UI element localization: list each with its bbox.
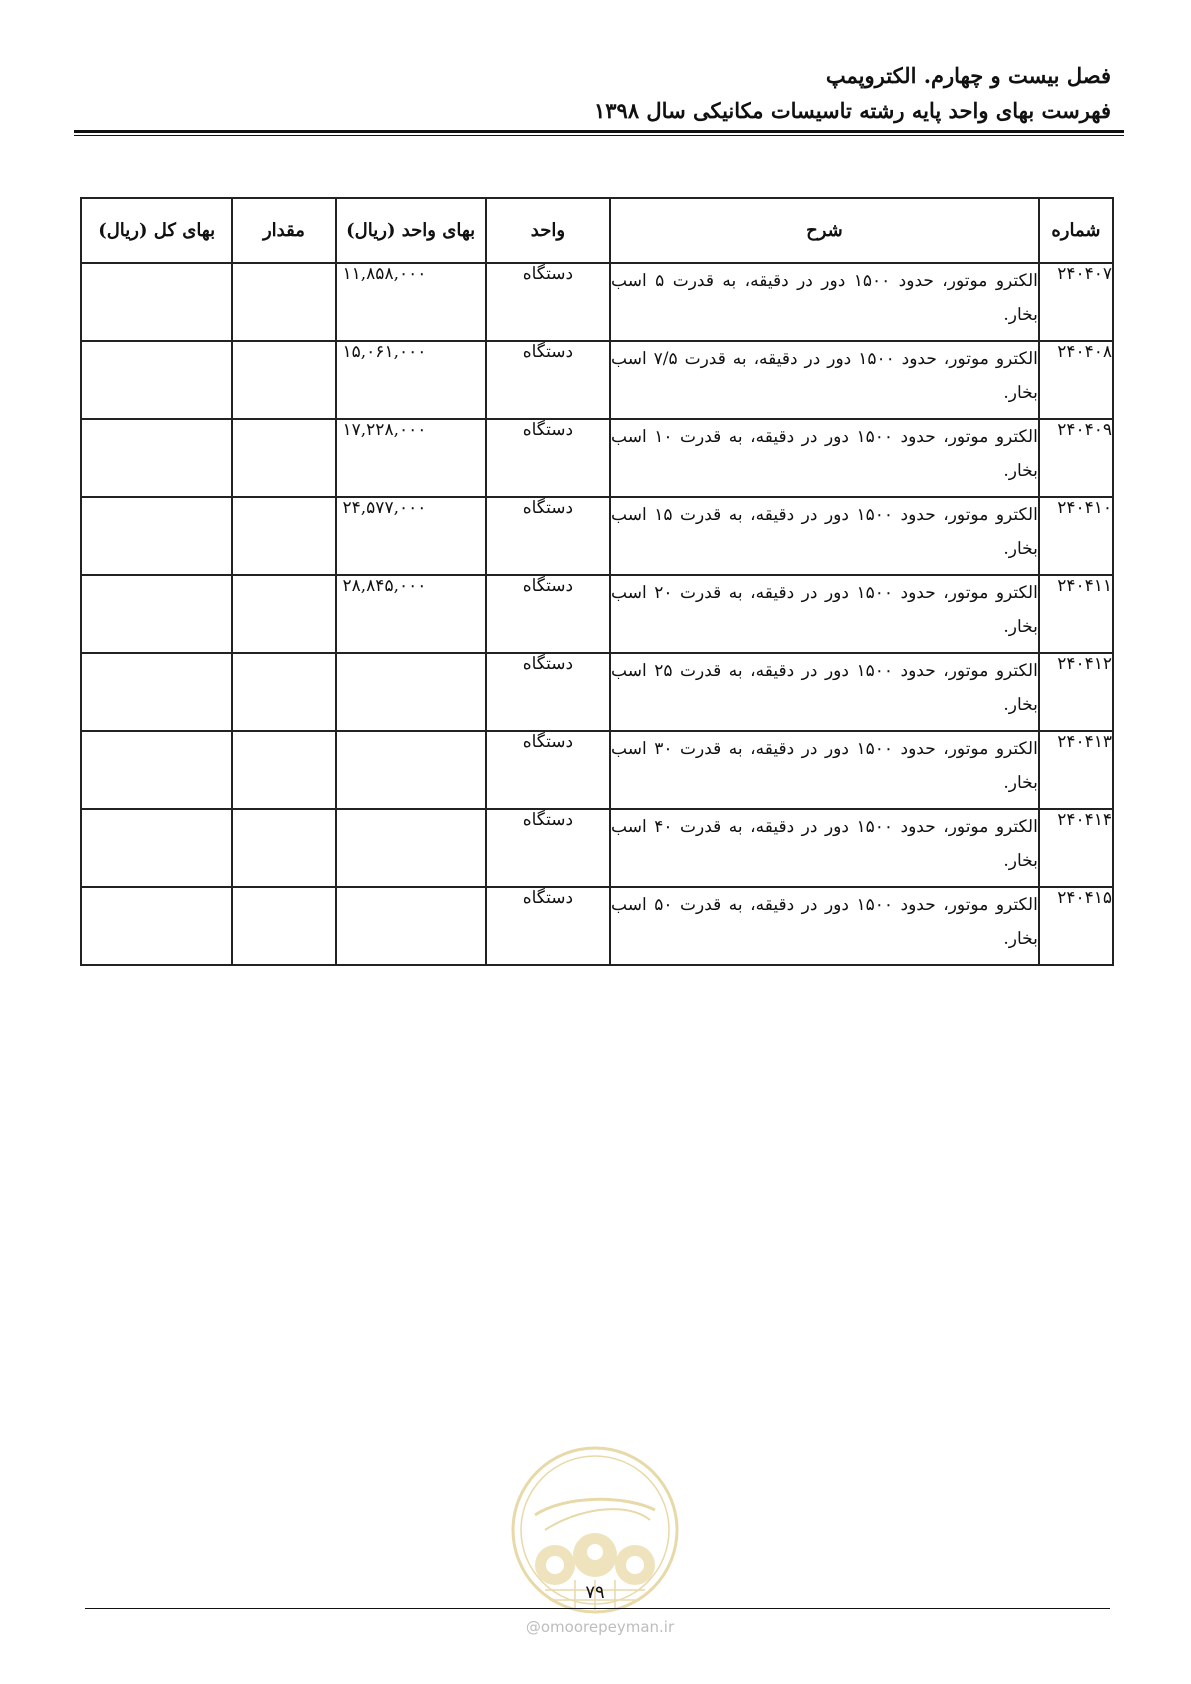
item-unit-price-cell xyxy=(336,419,486,497)
item-code: ۲۴۰۴۱۳ xyxy=(1039,731,1113,809)
item-unit-price: ۱۷,۲۲۸,۰۰۰ xyxy=(342,420,427,440)
item-code: ۲۴۰۴۰۸ xyxy=(1039,341,1113,419)
item-quantity xyxy=(232,419,335,497)
footer-divider xyxy=(85,1608,1110,1609)
item-unit: دستگاه xyxy=(522,498,574,518)
item-unit-price-cell xyxy=(336,575,486,653)
item-description: الکترو موتور، حدود ۱۵۰۰ دور در دقیقه، به قدرت ۲۵ اسب بخار. xyxy=(610,653,1039,731)
table-header-row xyxy=(81,198,1113,263)
item-total-price xyxy=(81,731,232,809)
item-total-price xyxy=(81,497,232,575)
item-unit: دستگاه xyxy=(522,810,574,830)
item-description: الکترو موتور، حدود ۱۵۰۰ دور در دقیقه، به قدرت ۱۰ اسب بخار. xyxy=(610,419,1039,497)
item-code: ۲۴۰۴۱۴ xyxy=(1039,809,1113,887)
item-total-price xyxy=(81,887,232,965)
watermark-website: @omoorepeyman.ir xyxy=(525,1618,675,1636)
item-code: ۲۴۰۴۰۷ xyxy=(1039,263,1113,341)
item-unit-price xyxy=(337,654,485,666)
item-quantity xyxy=(232,575,335,653)
item-quantity xyxy=(232,809,335,887)
header-unit-price: بهای واحد (ریال) xyxy=(336,198,486,263)
item-unit-price xyxy=(337,732,485,744)
table-row xyxy=(81,809,1113,887)
item-code: ۲۴۰۴۰۹ xyxy=(1039,419,1113,497)
item-description: الکترو موتور، حدود ۱۵۰۰ دور در دقیقه، به قدرت ۵ اسب بخار. xyxy=(610,263,1039,341)
item-unit-price xyxy=(337,888,485,900)
header-quantity: مقدار xyxy=(232,198,335,263)
item-description: الکترو موتور، حدود ۱۵۰۰ دور در دقیقه، به قدرت ۳۰ اسب بخار. xyxy=(610,731,1039,809)
item-code: ۲۴۰۴۱۱ xyxy=(1039,575,1113,653)
item-total-price xyxy=(81,809,232,887)
chapter-title: فصل بیست و چهارم. الکتروپمپ xyxy=(825,63,1111,88)
item-unit: دستگاه xyxy=(522,732,574,752)
item-unit-cell xyxy=(486,341,610,419)
item-unit-price-cell xyxy=(336,341,486,419)
header-total-price: بهای کل (ریال) xyxy=(81,198,232,263)
item-unit-cell xyxy=(486,731,610,809)
item-quantity xyxy=(232,653,335,731)
item-unit-price: ۱۵,۰۶۱,۰۰۰ xyxy=(342,342,427,362)
item-code: ۲۴۰۴۱۰ xyxy=(1039,497,1113,575)
item-unit: دستگاه xyxy=(522,264,574,284)
table-row xyxy=(81,731,1113,809)
table-row xyxy=(81,497,1113,575)
price-list-title: فهرست بهای واحد پایه رشته تاسیسات مکانیکی سال ۱۳۹۸ xyxy=(593,98,1111,123)
item-unit-cell xyxy=(486,263,610,341)
item-quantity xyxy=(232,341,335,419)
page-header xyxy=(594,58,1111,128)
item-unit-cell xyxy=(486,575,610,653)
item-unit-price-cell xyxy=(336,497,486,575)
item-total-price xyxy=(81,263,232,341)
item-unit-price-cell xyxy=(336,887,486,965)
item-total-price xyxy=(81,575,232,653)
item-unit-price-cell xyxy=(336,731,486,809)
item-unit-cell xyxy=(486,887,610,965)
item-description: الکترو موتور، حدود ۱۵۰۰ دور در دقیقه، به قدرت ۱۵ اسب بخار. xyxy=(610,497,1039,575)
item-unit-price-cell xyxy=(336,263,486,341)
item-unit-price-cell xyxy=(336,653,486,731)
item-quantity xyxy=(232,731,335,809)
table-row xyxy=(81,419,1113,497)
item-unit-cell xyxy=(486,653,610,731)
price-items-table xyxy=(80,197,1114,966)
item-unit: دستگاه xyxy=(522,342,574,362)
item-description: الکترو موتور، حدود ۱۵۰۰ دور در دقیقه، به قدرت ۲۰ اسب بخار. xyxy=(610,575,1039,653)
item-description: الکترو موتور، حدود ۱۵۰۰ دور در دقیقه، به قدرت ۷/۵ اسب بخار. xyxy=(610,341,1039,419)
item-quantity xyxy=(232,887,335,965)
item-code: ۲۴۰۴۱۵ xyxy=(1039,887,1113,965)
table-row xyxy=(81,341,1113,419)
item-quantity xyxy=(232,263,335,341)
item-unit: دستگاه xyxy=(522,888,574,908)
item-unit-price: ۲۸,۸۴۵,۰۰۰ xyxy=(342,576,427,596)
table-row xyxy=(81,887,1113,965)
header-divider-thin xyxy=(74,135,1124,136)
item-description: الکترو موتور، حدود ۱۵۰۰ دور در دقیقه، به قدرت ۵۰ اسب بخار. xyxy=(610,887,1039,965)
item-unit-cell xyxy=(486,419,610,497)
item-unit-price xyxy=(337,810,485,822)
item-unit-cell xyxy=(486,497,610,575)
table-row xyxy=(81,575,1113,653)
item-unit: دستگاه xyxy=(522,420,574,440)
item-unit-price: ۲۴,۵۷۷,۰۰۰ xyxy=(342,498,427,518)
table-row xyxy=(81,653,1113,731)
header-code: شماره xyxy=(1039,198,1113,263)
item-unit-cell xyxy=(486,809,610,887)
item-quantity xyxy=(232,497,335,575)
item-code: ۲۴۰۴۱۲ xyxy=(1039,653,1113,731)
header-unit: واحد xyxy=(486,198,610,263)
item-unit: دستگاه xyxy=(522,576,574,596)
item-unit-price-cell xyxy=(336,809,486,887)
item-unit: دستگاه xyxy=(522,654,574,674)
item-description: الکترو موتور، حدود ۱۵۰۰ دور در دقیقه، به قدرت ۴۰ اسب بخار. xyxy=(610,809,1039,887)
table-row xyxy=(81,263,1113,341)
page-number: ۷۹ xyxy=(585,1582,605,1603)
header-description: شرح xyxy=(610,198,1039,263)
item-total-price xyxy=(81,419,232,497)
item-total-price xyxy=(81,653,232,731)
header-divider-thick xyxy=(74,130,1124,133)
item-unit-price: ۱۱,۸۵۸,۰۰۰ xyxy=(342,264,427,284)
item-total-price xyxy=(81,341,232,419)
